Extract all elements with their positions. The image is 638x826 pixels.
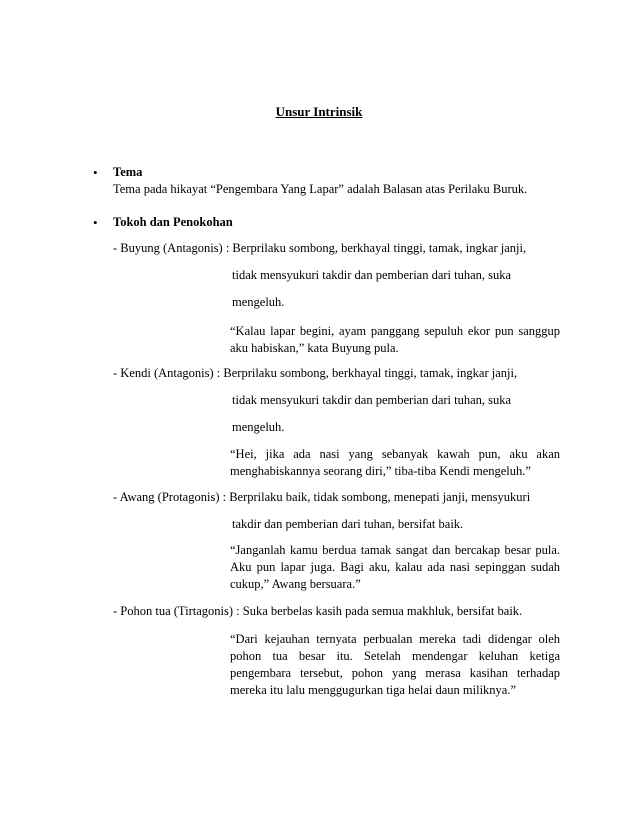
kendi-quote: “Hei, jika ada nasi yang sebanyak kawah pun, aku akan menghabiskannya seorang diri,” tiba-tiba Kendi mengeluh.” — [230, 447, 560, 478]
buyung-cont-2: mengeluh. — [232, 295, 285, 309]
tema-heading: Tema — [113, 165, 143, 179]
pohon-label: - Pohon tua (Tirtagonis) : Suka berbelas kasih pada semua makhluk, bersifat baik. — [113, 604, 523, 618]
awang-label: - Awang (Protagonis) : Berprilaku baik, tidak sombong, menepati janji, mensyukuri — [113, 490, 531, 504]
awang-quote: “Janganlah kamu berdua tamak sangat dan bercakap besar pula. Aku pun lapar juga. Bagi aku, kalau ada nasi sepinggan sudah cukup,” Awang bersuara.” — [230, 543, 560, 591]
buyung-quote: “Kalau lapar begini, ayam panggang sepuluh ekor pun sanggup aku habiskan,” kata Buyung pula. — [230, 324, 560, 355]
kendi-cont-2: mengeluh. — [232, 420, 285, 434]
page-title: Unsur Intrinsik — [275, 104, 363, 119]
buyung-label: - Buyung (Antagonis) : Berprilaku sombong, berkhayal tinggi, tamak, ingkar janji, — [113, 241, 527, 255]
bullet-icon: • — [93, 215, 98, 230]
kendi-label: - Kendi (Antagonis) : Berprilaku sombong, berkhayal tinggi, tamak, ingkar janji, — [113, 366, 518, 380]
tema-text: Tema pada hikayat “Pengembara Yang Lapar” adalah Balasan atas Perilaku Buruk. — [113, 182, 528, 196]
bullet-icon: • — [93, 165, 98, 180]
tokoh-heading: Tokoh dan Penokohan — [113, 215, 233, 229]
buyung-cont-1: tidak mensyukuri takdir dan pemberian dari tuhan, suka — [232, 268, 512, 282]
kendi-cont-1: tidak mensyukuri takdir dan pemberian dari tuhan, suka — [232, 393, 512, 407]
awang-cont-1: takdir dan pemberian dari tuhan, bersifat baik. — [232, 517, 464, 531]
pohon-quote: “Dari kejauhan ternyata perbualan mereka tadi didengar oleh pohon tua besar itu. Setelah mendengar keluhan ketiga pengembara tersebut, pohon yang merasa kasihan terhadap mereka itu lalu menggugurkan tiga helai daun miliknya.” — [230, 632, 560, 697]
